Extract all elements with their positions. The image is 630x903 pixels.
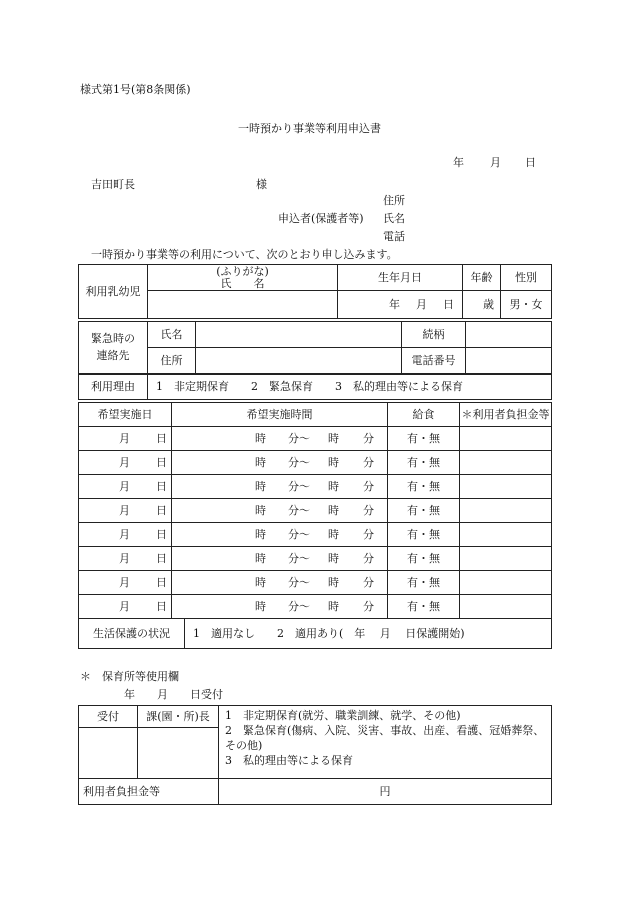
gender-field[interactable] — [501, 291, 552, 319]
chief-stamp-field[interactable] — [138, 728, 219, 779]
date-day: 日 — [525, 156, 536, 169]
schedule-fee-header: ＊利用者負担金等 — [460, 403, 552, 427]
schedule-day: 日 — [156, 479, 167, 493]
applicant-label: 申込者(保護者等) — [278, 212, 364, 225]
schedule-meal-options: 有・無 — [407, 527, 440, 541]
emergency-relation-field[interactable] — [466, 322, 552, 348]
schedule-minute-from: 分～ — [288, 599, 310, 613]
schedule-time-field[interactable] — [172, 475, 388, 499]
age-field[interactable] — [463, 291, 501, 319]
schedule-row — [79, 595, 552, 619]
schedule-meal-field[interactable] — [388, 595, 460, 619]
schedule-minute-from: 分～ — [288, 431, 310, 445]
schedule-fee-field[interactable] — [460, 571, 552, 595]
schedule-fee-field[interactable] — [460, 523, 552, 547]
schedule-table — [78, 402, 552, 619]
schedule-meal-field[interactable] — [388, 427, 460, 451]
schedule-meal-options: 有・無 — [407, 503, 440, 517]
dob-month: 月 — [416, 297, 427, 311]
schedule-hour-from: 時 — [255, 575, 266, 589]
schedule-row — [79, 523, 552, 547]
child-table — [78, 264, 552, 319]
date-month: 月 — [490, 156, 501, 169]
schedule-meal-options: 有・無 — [407, 479, 440, 493]
schedule-meal-options: 有・無 — [407, 599, 440, 613]
schedule-month: 月 — [119, 455, 130, 469]
schedule-time-field[interactable] — [172, 595, 388, 619]
schedule-date-field[interactable] — [79, 547, 172, 571]
age-unit: 歳 — [483, 297, 494, 311]
schedule-meal-field[interactable] — [388, 499, 460, 523]
schedule-day: 日 — [156, 551, 167, 565]
welfare-options[interactable]: 1 適用なし 2 適用あり( 年 月 日保護開始) — [185, 619, 552, 649]
office-item-2: 2 緊急保育(傷病、入院、災害、事故、出産、看護、冠婚葬祭、その他) — [225, 723, 545, 752]
schedule-minute-from: 分～ — [288, 455, 310, 469]
received-stamp-field[interactable] — [79, 728, 138, 779]
schedule-minute-to: 分 — [363, 575, 374, 589]
schedule-time-field[interactable] — [172, 499, 388, 523]
schedule-month: 月 — [119, 551, 130, 565]
received-date: 年 月 日受付 — [124, 688, 223, 701]
schedule-date-header: 希望実施日 — [79, 403, 172, 427]
emergency-table — [78, 321, 552, 374]
schedule-fee-field[interactable] — [460, 427, 552, 451]
reason-table — [78, 374, 552, 400]
schedule-meal-field[interactable] — [388, 451, 460, 475]
schedule-day: 日 — [156, 455, 167, 469]
schedule-hour-from: 時 — [255, 599, 266, 613]
schedule-hour-from: 時 — [255, 479, 266, 493]
dob-year: 年 — [389, 297, 400, 311]
schedule-minute-from: 分～ — [288, 575, 310, 589]
schedule-day: 日 — [156, 503, 167, 517]
received-label: 受付 — [79, 706, 138, 728]
schedule-hour-to: 時 — [328, 431, 339, 445]
schedule-row — [79, 571, 552, 595]
schedule-meal-field[interactable] — [388, 475, 460, 499]
schedule-day: 日 — [156, 599, 167, 613]
fee-label: 利用者負担金等 — [79, 779, 219, 805]
schedule-day: 日 — [156, 527, 167, 541]
schedule-month: 月 — [119, 575, 130, 589]
gender-options: 男・女 — [509, 297, 543, 311]
schedule-minute-from: 分～ — [288, 479, 310, 493]
intro-text: 一時預かり事業等の利用について、次のとおり申し込みます。 — [91, 248, 398, 261]
schedule-date-field[interactable] — [79, 451, 172, 475]
schedule-minute-to: 分 — [363, 455, 374, 469]
schedule-time-field[interactable] — [172, 571, 388, 595]
schedule-month: 月 — [119, 431, 130, 445]
chief-label: 課(園・所)長 — [138, 706, 219, 728]
dob-header: 生年月日 — [338, 265, 463, 291]
schedule-fee-field[interactable] — [460, 499, 552, 523]
emergency-phone-label: 電話番号 — [402, 348, 466, 374]
schedule-time-header: 希望実施時間 — [172, 403, 388, 427]
applicant-address-label: 住所 — [383, 194, 405, 207]
schedule-meal-field[interactable] — [388, 523, 460, 547]
child-name-header — [148, 265, 338, 291]
schedule-time-field[interactable] — [172, 523, 388, 547]
office-table — [78, 705, 552, 805]
age-header: 年齢 — [463, 265, 501, 291]
schedule-minute-to: 分 — [363, 599, 374, 613]
schedule-date-field[interactable] — [79, 499, 172, 523]
office-item-3: 3 私的理由等による保育 — [225, 753, 353, 767]
schedule-meal-options: 有・無 — [407, 551, 440, 565]
welfare-table — [78, 618, 552, 649]
child-name-field[interactable] — [148, 291, 338, 319]
name-label: 氏 名 — [220, 276, 265, 290]
schedule-hour-to: 時 — [328, 575, 339, 589]
schedule-date-field[interactable] — [79, 475, 172, 499]
schedule-row — [79, 451, 552, 475]
fee-unit: 円 — [379, 784, 391, 798]
schedule-hour-from: 時 — [255, 527, 266, 541]
welfare-label: 生活保護の状況 — [79, 619, 185, 649]
schedule-hour-to: 時 — [328, 527, 339, 541]
schedule-minute-to: 分 — [363, 503, 374, 517]
schedule-hour-to: 時 — [328, 455, 339, 469]
reason-options[interactable]: 1 非定期保育 2 緊急保育 3 私的理由等による保育 — [148, 375, 552, 400]
schedule-hour-to: 時 — [328, 479, 339, 493]
emergency-address-label: 住所 — [148, 348, 196, 374]
applicant-name-label: 氏名 — [383, 212, 405, 225]
schedule-hour-from: 時 — [255, 431, 266, 445]
schedule-month: 月 — [119, 479, 130, 493]
schedule-fee-field[interactable] — [460, 451, 552, 475]
emergency-relation-label: 続柄 — [402, 322, 466, 348]
schedule-minute-from: 分～ — [288, 527, 310, 541]
schedule-day: 日 — [156, 431, 167, 445]
schedule-fee-field[interactable] — [460, 595, 552, 619]
schedule-time-field[interactable] — [172, 547, 388, 571]
schedule-fee-field[interactable] — [460, 547, 552, 571]
schedule-fee-field[interactable] — [460, 475, 552, 499]
schedule-time-field[interactable] — [172, 451, 388, 475]
schedule-minute-to: 分 — [363, 479, 374, 493]
schedule-meal-options: 有・無 — [407, 455, 440, 469]
schedule-date-field[interactable] — [79, 595, 172, 619]
date-year: 年 — [453, 156, 464, 169]
gender-header: 性別 — [501, 265, 552, 291]
emergency-phone-field[interactable] — [466, 348, 552, 374]
office-categories — [219, 706, 552, 779]
schedule-minute-from: 分～ — [288, 551, 310, 565]
schedule-date-field[interactable] — [79, 427, 172, 451]
schedule-hour-from: 時 — [255, 503, 266, 517]
schedule-minute-from: 分～ — [288, 503, 310, 517]
schedule-hour-from: 時 — [255, 551, 266, 565]
emergency-name-field[interactable] — [196, 322, 402, 348]
schedule-row — [79, 475, 552, 499]
addressee: 吉田町長 — [91, 178, 135, 191]
emergency-name-label: 氏名 — [148, 322, 196, 348]
reason-label: 利用理由 — [79, 375, 148, 400]
schedule-row — [79, 427, 552, 451]
schedule-hour-to: 時 — [328, 551, 339, 565]
dob-day: 日 — [443, 297, 454, 311]
schedule-month: 月 — [119, 527, 130, 541]
page-title: 一時預かり事業等利用申込書 — [238, 122, 381, 135]
schedule-minute-to: 分 — [363, 527, 374, 541]
schedule-meal-field[interactable] — [388, 571, 460, 595]
schedule-meal-field[interactable] — [388, 547, 460, 571]
dob-field[interactable] — [338, 291, 463, 319]
schedule-row — [79, 547, 552, 571]
schedule-month: 月 — [119, 503, 130, 517]
schedule-meal-header: 給食 — [388, 403, 460, 427]
schedule-date-field[interactable] — [79, 523, 172, 547]
emergency-address-field[interactable] — [196, 348, 402, 374]
schedule-meal-options: 有・無 — [407, 575, 440, 589]
office-item-1: 1 非定期保育(就労、職業訓練、就学、その他) — [225, 709, 461, 722]
schedule-hour-from: 時 — [255, 455, 266, 469]
applicant-phone-label: 電話 — [383, 230, 405, 243]
schedule-month: 月 — [119, 599, 130, 613]
honorific: 様 — [256, 178, 267, 191]
schedule-minute-to: 分 — [363, 551, 374, 565]
schedule-row — [79, 499, 552, 523]
fee-field[interactable] — [219, 779, 552, 805]
schedule-meal-options: 有・無 — [407, 431, 440, 445]
office-heading: ＊ 保育所等使用欄 — [80, 670, 179, 683]
schedule-minute-to: 分 — [363, 431, 374, 445]
furigana-label: (ふりがな) — [216, 264, 269, 278]
schedule-time-field[interactable] — [172, 427, 388, 451]
emergency-label: 緊急時の連絡先 — [79, 322, 148, 374]
schedule-hour-to: 時 — [328, 503, 339, 517]
child-row-label: 利用乳幼児 — [79, 265, 148, 319]
schedule-day: 日 — [156, 575, 167, 589]
schedule-hour-to: 時 — [328, 599, 339, 613]
form-number: 様式第1号(第8条関係) — [80, 83, 191, 96]
schedule-date-field[interactable] — [79, 571, 172, 595]
